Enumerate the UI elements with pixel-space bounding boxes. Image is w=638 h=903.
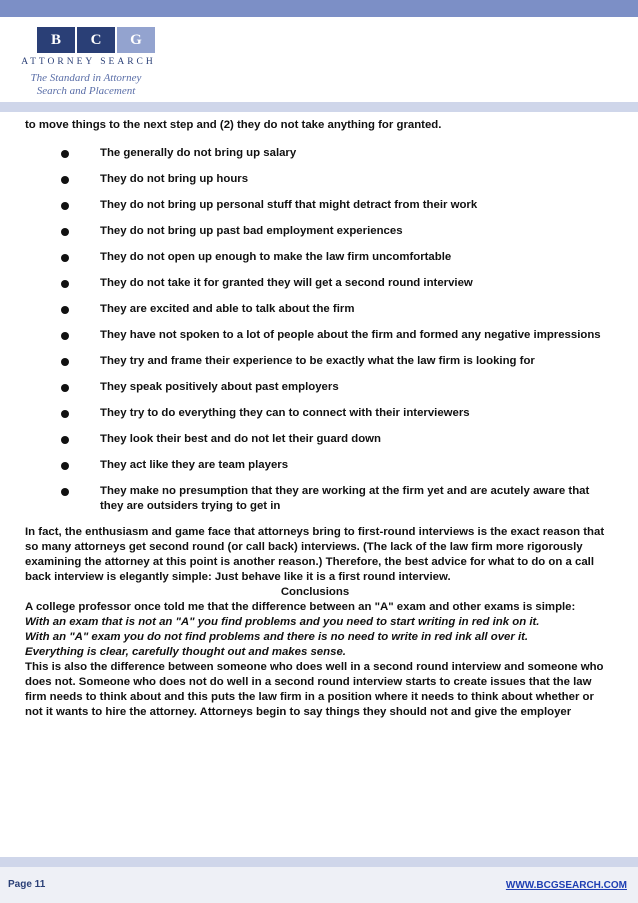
list-item: They have not spoken to a lot of people about the firm and formed any negative impressions (25, 328, 605, 343)
paragraph-professor: A college professor once told me that the difference between an "A" exam and other exams is simple: (25, 601, 576, 613)
logo-letter-b: B (37, 27, 75, 53)
bullet-icon (61, 384, 69, 392)
intro-text: to move things to the next step and (2) they do not take anything for granted. (25, 119, 442, 131)
list-item: They try to do everything they can to connect with their interviewers (25, 406, 605, 421)
list-item: They act like they are team players (25, 458, 605, 473)
top-bar (0, 0, 638, 17)
logo (37, 27, 155, 53)
tagline (11, 72, 161, 98)
section-heading: Conclusions (280, 586, 350, 598)
website-link[interactable]: WWW.BCGSEARCH.COM (505, 880, 627, 891)
bullet-icon (61, 332, 69, 340)
list-item: They do not bring up hours (25, 172, 605, 187)
bullet-icon (61, 228, 69, 236)
logo-subtitle: ATTORNEY SEARCH (21, 57, 156, 67)
bullet-icon (61, 306, 69, 314)
list-item: They try and frame their experience to be exactly what the law firm is looking for (25, 354, 605, 369)
bullet-icon (61, 436, 69, 444)
paragraph-first-round: In fact, the enthusiasm and game face that attorneys bring to first-round interviews is the exact reason that so many attorneys get second round (or call back) interviews. (The lack of the law firm more rigorously examining the attorney at this point is another reason.) Therefore, the best advice for what to do on a call back interview is elegantly simple: Just behave like it is a first round interview. (25, 526, 605, 583)
list-item: They do not bring up personal stuff that might detract from their work (25, 198, 605, 213)
tagline-line-1: The Standard in Attorney (30, 72, 142, 84)
logo-letter-g: G (117, 27, 155, 53)
bullet-icon (61, 254, 69, 262)
bullet-icon (61, 462, 69, 470)
logo-letter-c: C (77, 27, 115, 53)
list-item: They do not take it for granted they will get a second round interview (25, 276, 605, 291)
bullet-icon (61, 358, 69, 366)
bullet-icon (61, 280, 69, 288)
page-number: Page 11 (8, 879, 46, 890)
bullet-icon (61, 488, 69, 496)
block-quote: With an exam that is not an "A" you find problems and you need to start writing in red ink on it. With an "A" exam you do not find problems and there is no need to write in red ink all over it. Everything is clear, carefully thought out and makes sense. (25, 616, 540, 658)
list-item: They look their best and do not let their guard down (25, 432, 605, 447)
bullet-list (25, 146, 605, 514)
list-item: They are excited and able to talk about the firm (25, 302, 605, 317)
paragraph-difference: This is also the difference between someone who does well in a second round interview and someone who does not. Someone who does not do well in a second round interview starts to create issues that the law firm needs to think about and this puts the law firm in a position where it needs to think about whether or not it wants to hire the attorney. Attorneys begin to say things they should not and give the employer (25, 661, 604, 718)
list-item: They do not open up enough to make the law firm uncomfortable (25, 250, 605, 265)
page-content (25, 118, 605, 720)
tagline-line-2: Search and Placement (36, 85, 136, 97)
list-item: The generally do not bring up salary (25, 146, 605, 161)
list-item: They speak positively about past employers (25, 380, 605, 395)
bullet-icon (61, 202, 69, 210)
header-rule (0, 102, 638, 112)
bullet-icon (61, 410, 69, 418)
list-item: They make no presumption that they are working at the firm yet and are acutely aware that they are outsiders trying to get in (25, 484, 605, 514)
bullet-icon (61, 176, 69, 184)
bullet-icon (61, 150, 69, 158)
list-item: They do not bring up past bad employment experiences (25, 224, 605, 239)
footer-rule (0, 857, 638, 867)
